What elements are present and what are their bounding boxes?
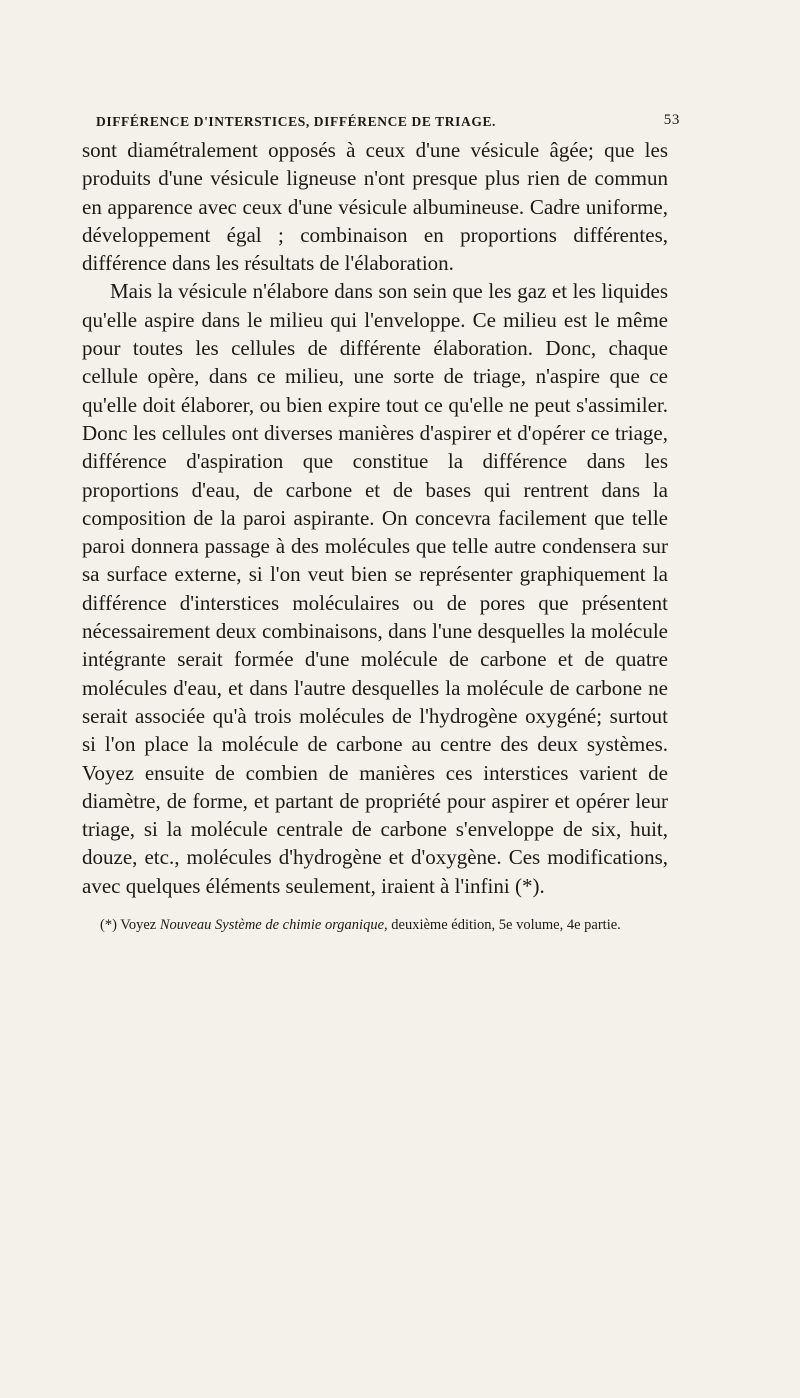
footnote-marker: (*) Voyez bbox=[100, 917, 160, 934]
paragraph-1: sont diamétralement opposés à ceux d'une vésicule âgée; que les produits d'une vésicule ligneuse n'ont presque plus rien de commun en apparence avec ceux d'une vésicule albumineuse. Cadre uniforme, développement égal ; combinaison en proportions différentes, différence dans les résultats de l'élaboration. bbox=[82, 138, 668, 276]
book-page bbox=[82, 110, 680, 935]
running-head bbox=[82, 110, 680, 136]
body-text bbox=[82, 136, 668, 900]
page-number: 53 bbox=[663, 112, 680, 128]
footnote-rest: , deuxième édition, 5e volume, 4e partie. bbox=[384, 917, 621, 934]
footnote bbox=[82, 916, 668, 935]
footnote-book-title: Nouveau Système de chimie organique bbox=[159, 917, 385, 934]
paragraph-2: Mais la vésicule n'élabore dans son sein que les gaz et les liquides qu'elle aspire dans le milieu qui l'enveloppe. Ce milieu est le même pour toutes les cellules de différente élaboration. Donc, chaque cellule opère, dans ce milieu, une sorte de triage, n'aspire que ce qu'elle doit élaborer, ou bien expire tout ce qu'elle ne peut s'assimiler. Donc les cellules ont diverses manières d'aspirer et d'opérer ce triage, différence d'aspiration que constitue la différence dans les proportions d'eau, de carbone et de bases qui rentrent dans la composition de la paroi aspirante. On concevra facilement que telle paroi donnera passage à des molécules que telle autre condensera sur sa surface externe, si l'on veut bien se représenter graphiquement la différence d'interstices moléculaires ou de pores que présentent nécessairement deux combinaisons, dans l'une desquelles la molécule intégrante serait formée d'une molécule de carbone et de quatre molécules d'eau, et dans l'autre desquelles la molécule de carbone ne serait associée qu'à trois molécules de l'hydrogène oxygéné; surtout si l'on place la molécule de carbone au centre des deux systèmes. Voyez ensuite de combien de manières ces interstices varient de diamètre, de forme, et partant de propriété pour aspirer et opérer leur triage, si la molécule centrale de carbone s'enveloppe de six, huit, douze, etc., molécules d'hydrogène et d'oxygène. Ces modifications, avec quelques éléments seulement, iraient à l'infini (*). bbox=[82, 279, 668, 898]
running-title: DIFFÉRENCE D'INTERSTICES, DIFFÉRENCE DE TRIAGE. bbox=[96, 114, 497, 129]
